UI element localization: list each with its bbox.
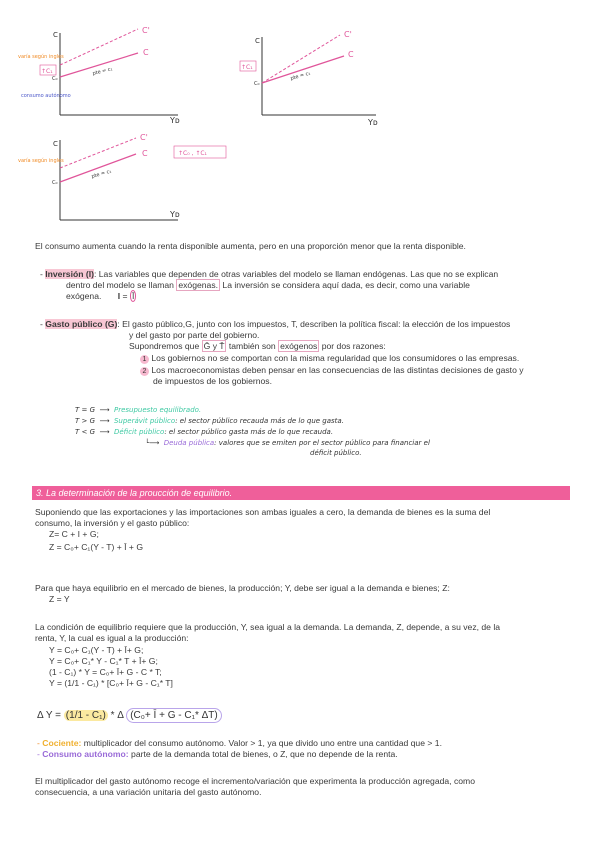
paragraph-multiplicador: [35, 776, 580, 798]
deficit-term: Déficit público: [113, 428, 165, 436]
equation-y-3: (1 - C₁) * Y = C₀+ Ī+ G - C * T;: [49, 667, 162, 677]
line-c2-label: C': [344, 30, 352, 39]
deficit-text: : el sector público gasta más de lo que recauda.: [164, 428, 334, 436]
eq-t-lt-g: T < G: [75, 428, 96, 436]
razon-2: [40, 365, 580, 376]
presupuesto-equilibrado: Presupuesto equilibrado.: [113, 406, 202, 414]
p4-line-2: renta, Y, la cual es igual a la producción:: [35, 633, 189, 643]
delta-y-left: Δ Y =: [37, 710, 64, 721]
graph-1: [18, 25, 188, 125]
delta-times: * Δ: [107, 710, 127, 721]
budget-notes: [75, 406, 575, 457]
line-c-label: C: [142, 149, 148, 158]
bullet-dash: -: [40, 319, 43, 329]
definitions: [37, 738, 582, 760]
number-badge-1: 1: [140, 355, 149, 364]
gasto-text-3c: también son: [226, 341, 279, 351]
consumo-autonomo-text: parte de la demanda total de bienes, o Z, que no depende de la renta.: [128, 749, 398, 759]
box-label: ↑C₁: [41, 68, 53, 75]
razon-2-text-a: Los macroeconomistas deben pensar en las consecuencias de las distintas decisiones de gasto y: [151, 365, 524, 375]
paragraph-consumo: El consumo aumenta cuando la renta disponible aumenta, pero en una proporción menor que la renta disponible.: [35, 241, 466, 251]
gasto-term: Gasto público (G): [45, 319, 118, 329]
box-label: ↑C₀ , ↑C₁: [178, 150, 207, 157]
budget-line-4: └⟶ Deuda pública: valores que se emiten por el sector público para financiar el: [145, 439, 430, 447]
deuda-text-a: : valores que se emiten por el sector público para financiar el: [214, 439, 430, 447]
equation-z-y: Z = Y: [49, 594, 70, 604]
budget-line-2: T > G ⟶ Superávit público: el sector público recauda más de lo que gasta.: [75, 417, 344, 425]
p2-line-2: consumo, la inversión y el gasto público:: [35, 518, 190, 528]
orange-label: varía según ingles: [18, 158, 64, 164]
multiplier-highlight: (1/1 - C₁): [65, 710, 106, 721]
consumo-autonomo-def: [37, 749, 582, 760]
cociente-text: multiplicador del consumo autónomo. Valor > 1, ya que divido uno entre una cantidad que > 1.: [81, 738, 442, 748]
line-c2-label: C': [142, 26, 150, 35]
g-t-boxed: Ḡ y T̄: [203, 341, 225, 351]
cociente-term: Cociente:: [42, 738, 82, 748]
graph-2: [236, 25, 386, 125]
exogenas-boxed: exógenas.: [178, 280, 219, 290]
line-c-label: C: [143, 48, 149, 57]
gasto-text-3a: Supondremos que: [129, 341, 202, 351]
gasto-line-1: [40, 319, 580, 330]
line-c-label: C: [348, 50, 354, 59]
p5-line-1: El multiplicador del gasto autónomo recoge el incremento/variación que experimenta la producción agregada, como: [35, 776, 475, 786]
superavit-text: : el sector público recauda más de lo que gasta.: [175, 417, 344, 425]
autonomous-spending-circled: (C₀+ Ī + G - C₁* ΔT): [126, 708, 222, 723]
box-label: ↑C₁: [241, 64, 253, 71]
p3-line: Para que haya equilibrio en el mercado de bienes, la producción; Y, debe ser igual a la demanda e bienes; Z:: [35, 583, 450, 593]
paragraph-equilibrio: [35, 583, 575, 605]
paragraph-condicion: [35, 622, 580, 689]
eq-i-bar: Ī: [131, 291, 135, 301]
bullet-dash: -: [40, 269, 43, 279]
deuda-text-b: déficit público.: [310, 449, 362, 457]
yd-axis-label: Yᴅ: [170, 116, 180, 125]
eq-t-gt-g: T > G: [75, 417, 96, 425]
inversion-text-1: : Las variables que dependen de otras variables del modelo se llaman endógenas. Las que no se explican: [93, 269, 499, 279]
number-badge-2: 2: [140, 367, 149, 376]
budget-line-3: T < G ⟶ Déficit público: el sector público gasta más de lo que recauda.: [75, 428, 334, 436]
inversion-block: [40, 269, 570, 302]
eq-i: I: [117, 291, 121, 301]
section-3-heading: 3. La determinación de la proucción de equilibrio.: [32, 486, 570, 500]
inversion-term: Inversión (I): [45, 269, 94, 279]
inversion-text-3: exógena.: [66, 291, 102, 301]
inversion-text-2a: dentro del modelo se llaman: [66, 280, 177, 290]
gasto-text-1: : El gasto público,G, junto con los impuestos, T, describen la política fiscal: la elección de los impuestos: [117, 319, 511, 329]
delta-y-equation: [37, 710, 222, 721]
equation-y-4: Y = (1/1 - C₁) * [C₀+ Ī+ G - C₁* T]: [49, 678, 173, 688]
slope-label: pte = c₁: [92, 66, 114, 77]
blue-label-1: consumo autónomo: [21, 93, 71, 99]
c-axis-label: C: [255, 37, 260, 45]
superavit-term: Superávit público: [113, 417, 176, 425]
slope-label: pte = c₁: [90, 168, 113, 180]
razon-1: [40, 353, 580, 364]
bullet-dash: -: [37, 749, 40, 759]
deuda-term: Deuda pública: [163, 439, 215, 447]
orange-label: varía según ingles: [18, 54, 64, 60]
c0-label: C₀: [52, 76, 58, 82]
gasto-text-2: y del gasto por parte del gobierno.: [129, 330, 260, 340]
yd-axis-label: Yᴅ: [170, 210, 180, 219]
razon-2-text-b: de impuestos de los gobiernos.: [153, 376, 272, 386]
eq-equals: =: [122, 291, 128, 301]
c-axis-label: C: [53, 140, 58, 148]
consumo-autonomo-term: Consumo autónomo:: [42, 749, 129, 759]
equation-z-2: Z = C₀+ C₁(Y - T) + Ī + G: [49, 542, 144, 552]
equation-y-1: Y = C₀+ C₁(Y - T) + Ī+ G;: [49, 645, 144, 655]
yd-axis-label: Yᴅ: [368, 118, 378, 125]
p2-line-1: Suponiendo que las exportaciones y las importaciones son ambas iguales a cero, la demanda de bienes es la suma del: [35, 507, 491, 517]
eq-t-equals-g: T = G: [75, 406, 96, 414]
c-axis-label: C: [53, 31, 58, 39]
gasto-line-3: [40, 341, 580, 352]
bullet-dash: -: [37, 738, 40, 748]
razon-1-text: Los gobiernos no se comportan con la misma regularidad que los consumidores o las empresas.: [151, 353, 520, 363]
inversion-line-3: [40, 291, 570, 302]
budget-line-1: T = G ⟶ Presupuesto equilibrado.: [75, 406, 202, 414]
inversion-text-2c: La inversión se considera aquí dada, es decir, como una variable: [220, 280, 470, 290]
equation-y-2: Y = C₀+ C₁* Y - C₁* T + Ī+ G;: [49, 656, 158, 666]
gasto-text-3e: por dos razones:: [319, 341, 386, 351]
cociente-def: [37, 738, 582, 749]
c0-label: C₀: [254, 81, 260, 87]
slope-label: pte = c₁: [289, 70, 312, 82]
gasto-block: [40, 319, 580, 387]
inversion-line-1: [40, 269, 570, 280]
equation-z-1: Z= C + I + G;: [49, 529, 99, 539]
graph-3: [18, 132, 248, 227]
c0-label: C₀: [52, 180, 58, 186]
line-c2-label: C': [140, 133, 148, 142]
exogenos-boxed: exógenos: [280, 341, 318, 351]
p4-line-1: La condición de equilibrio requiere que la producción, Y, sea igual a la demanda. La demanda, Z, depende, a su vez, de la: [35, 622, 501, 632]
p5-line-2: consecuencia, a una variación unitaria del gasto autónomo.: [35, 787, 262, 797]
paragraph-demanda: [35, 507, 575, 553]
razon-2-line-2: [40, 376, 580, 387]
inversion-line-2: [40, 280, 570, 291]
